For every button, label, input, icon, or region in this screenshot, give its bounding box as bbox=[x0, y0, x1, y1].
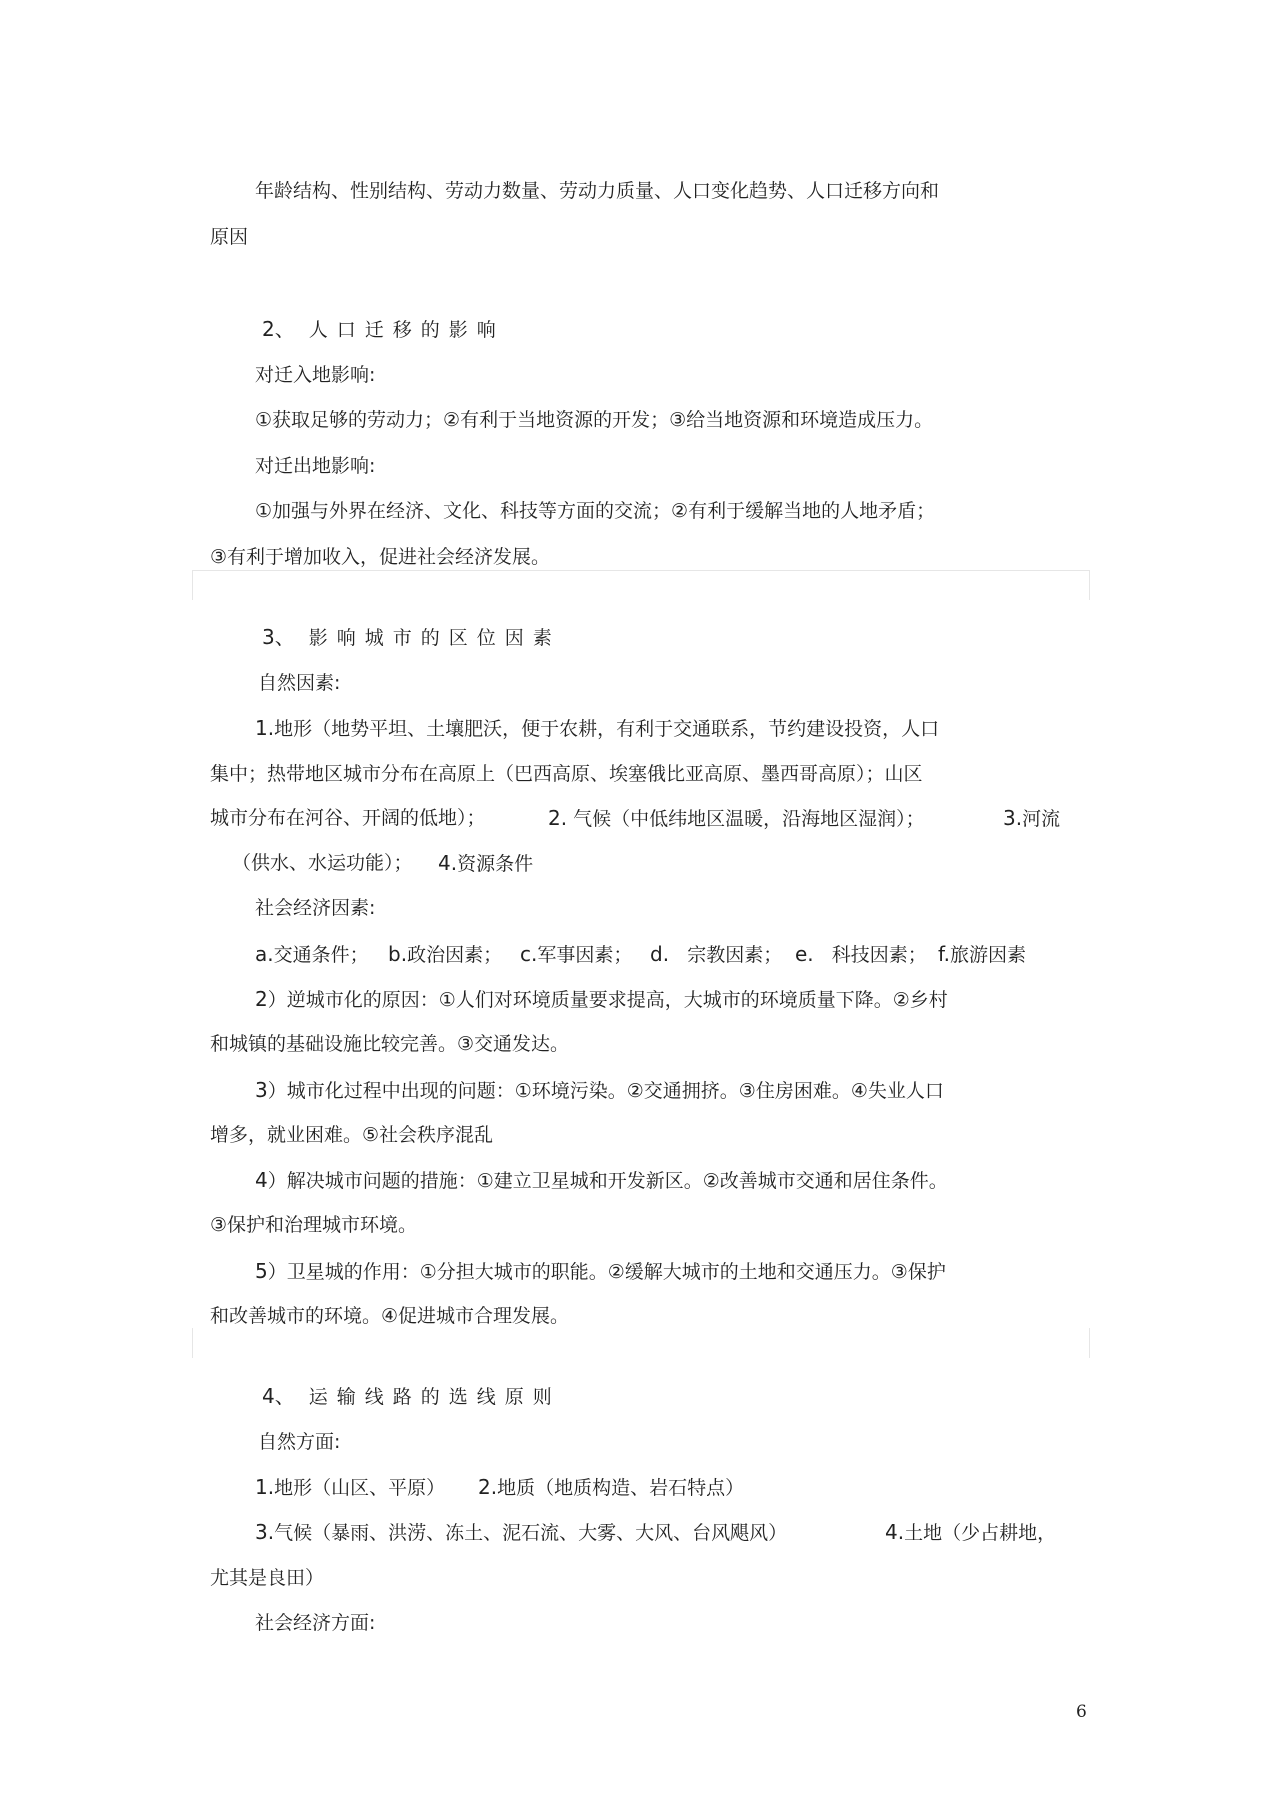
s3-soc-label: 社会经济因素: bbox=[255, 897, 376, 919]
section-4-number: 4、 bbox=[262, 1384, 295, 1408]
section-3-heading bbox=[262, 625, 561, 650]
p3-line-1 bbox=[255, 1078, 944, 1103]
s3-nat-3-num: 3. bbox=[1003, 806, 1023, 830]
section-3-number: 3、 bbox=[262, 625, 295, 649]
s4-nat-4-text: 土地（少占耕地， bbox=[904, 1522, 1057, 1544]
p5-number: 5 bbox=[255, 1259, 268, 1283]
s3-soc-d-letter: d. bbox=[650, 942, 670, 966]
s2-out-text-2: ③有利于增加收入，促进社会经济发展。 bbox=[210, 546, 551, 568]
s4-nat-1-text: 地形（山区、平原） bbox=[274, 1477, 446, 1499]
s3-nat-4 bbox=[438, 851, 533, 876]
section-4-heading bbox=[262, 1384, 561, 1409]
s3-nat-4-text: 资源条件 bbox=[457, 853, 534, 875]
p3-text-1: ）城市化过程中出现的问题：①环境污染。②交通拥挤。③住房困难。④失业人口 bbox=[267, 1080, 944, 1102]
s4-nat-3-text: 气候（暴雨、洪涝、冻土、泥石流、大雾、大风、台风飓风） bbox=[274, 1522, 788, 1544]
s3-soc-c bbox=[520, 942, 632, 967]
s3-soc-a-letter: a. bbox=[255, 942, 274, 966]
s3-nat-4-num: 4. bbox=[438, 851, 458, 875]
s4-nat-1-num: 1. bbox=[255, 1475, 275, 1499]
page-number: 6 bbox=[1076, 1702, 1087, 1722]
s3-soc-c-letter: c. bbox=[520, 942, 538, 966]
s3-soc-a-text: 交通条件； bbox=[273, 944, 369, 966]
s3-soc-c-text: 军事因素； bbox=[537, 944, 633, 966]
s3-soc-f bbox=[938, 942, 1026, 967]
p2-line-1 bbox=[255, 987, 948, 1012]
s3-nat-2-num: 2. bbox=[548, 806, 568, 830]
s3-nat-1-text: 地形（地势平坦、土壤肥沃，便于农耕，有利于交通联系，节约建设投资，人口 bbox=[274, 718, 940, 740]
p4-number: 4 bbox=[255, 1168, 268, 1192]
s2-in-text: ①获取足够的劳动力；②有利于当地资源的开发；③给当地资源和环境造成压力。 bbox=[255, 409, 934, 431]
p2-line-2: 和城镇的基础设施比较完善。③交通发达。 bbox=[210, 1033, 570, 1055]
p5-line-2: 和改善城市的环境。④促进城市合理发展。 bbox=[210, 1305, 570, 1327]
s3-nat-1-num: 1. bbox=[255, 716, 275, 740]
separator-2-left bbox=[192, 1328, 193, 1358]
s4-nat-2-num: 2. bbox=[478, 1475, 498, 1499]
separator-2-right bbox=[1089, 1328, 1090, 1358]
separator-1 bbox=[192, 570, 1090, 600]
intro-line-2: 原因 bbox=[210, 226, 249, 248]
s4-nat-3-num: 3. bbox=[255, 1520, 275, 1544]
s4-nat-4-num: 4. bbox=[885, 1520, 905, 1544]
section-4-title: 运输线路的选线原则 bbox=[308, 1386, 561, 1408]
s3-soc-e-letter: e. bbox=[795, 942, 814, 966]
p3-line-2: 增多，就业困难。⑤社会秩序混乱 bbox=[210, 1124, 494, 1146]
p4-text-1: ）解决城市问题的措施：①建立卫星城和开发新区。②改善城市交通和居住条件。 bbox=[267, 1170, 948, 1192]
s3-nat-3 bbox=[1003, 806, 1060, 831]
s4-nat-4-cont: 尤其是良田） bbox=[210, 1567, 325, 1589]
s3-soc-b-letter: b. bbox=[388, 942, 408, 966]
s3-nat-3-cont: （供水、水运功能）； bbox=[232, 852, 413, 874]
s3-soc-d bbox=[650, 942, 782, 967]
s3-soc-f-text: 旅游因素 bbox=[949, 944, 1026, 966]
s3-nat-2-text: 气候（中低纬地区温暖，沿海地区湿润）； bbox=[573, 808, 925, 830]
section-2-number: 2、 bbox=[262, 317, 295, 341]
p3-number: 3 bbox=[255, 1078, 268, 1102]
s3-nat-1-cont-2: 城市分布在河谷、开阔的低地）； bbox=[210, 807, 486, 829]
s3-soc-b-text: 政治因素； bbox=[407, 944, 503, 966]
s4-nat-4 bbox=[885, 1520, 1056, 1545]
p2-text-1: ）逆城市化的原因：①人们对环境质量要求提高，大城市的环境质量下降。②乡村 bbox=[267, 989, 948, 1011]
section-3-title: 影响城市的区位因素 bbox=[308, 627, 561, 649]
s2-out-label: 对迁出地影响: bbox=[255, 455, 376, 477]
intro-line-1: 年龄结构、性别结构、劳动力数量、劳动力质量、人口变化趋势、人口迁移方向和 bbox=[255, 180, 940, 202]
s3-soc-e-text: 科技因素； bbox=[831, 944, 927, 966]
s3-soc-a bbox=[255, 942, 369, 967]
s4-nat-label: 自然方面: bbox=[258, 1431, 341, 1453]
s2-in-label: 对迁入地影响: bbox=[255, 364, 376, 386]
s3-soc-f-letter: f. bbox=[938, 942, 950, 966]
s3-soc-d-text: 宗教因素； bbox=[687, 944, 783, 966]
s4-nat-3 bbox=[255, 1520, 787, 1545]
s3-nat-3-text: 河流 bbox=[1022, 808, 1061, 830]
s4-nat-1 bbox=[255, 1475, 445, 1500]
p4-line-2: ③保护和治理城市环境。 bbox=[210, 1214, 418, 1236]
section-2-title: 人口迁移的影响 bbox=[308, 319, 505, 341]
s4-nat-2 bbox=[478, 1475, 744, 1500]
s3-nat-2 bbox=[548, 806, 925, 831]
p4-line-1 bbox=[255, 1168, 948, 1193]
s3-nat-1 bbox=[255, 716, 939, 741]
s3-soc-e bbox=[795, 942, 927, 967]
s4-nat-2-text: 地质（地质构造、岩石特点） bbox=[497, 1477, 745, 1499]
p2-number: 2 bbox=[255, 987, 268, 1011]
s3-soc-b bbox=[388, 942, 502, 967]
p5-text-1: ）卫星城的作用：①分担大城市的职能。②缓解大城市的土地和交通压力。③保护 bbox=[267, 1261, 946, 1283]
s3-nat-1-cont: 集中；热带地区城市分布在高原上（巴西高原、埃塞俄比亚高原、墨西哥高原）；山区 bbox=[210, 763, 923, 785]
p5-line-1 bbox=[255, 1259, 946, 1284]
s2-out-text-1: ①加强与外界在经济、文化、科技等方面的交流；②有利于缓解当地的人地矛盾； bbox=[255, 500, 936, 522]
s4-soc-label: 社会经济方面: bbox=[255, 1612, 376, 1634]
s3-nat-label: 自然因素: bbox=[258, 672, 341, 694]
section-2-heading bbox=[262, 317, 505, 342]
